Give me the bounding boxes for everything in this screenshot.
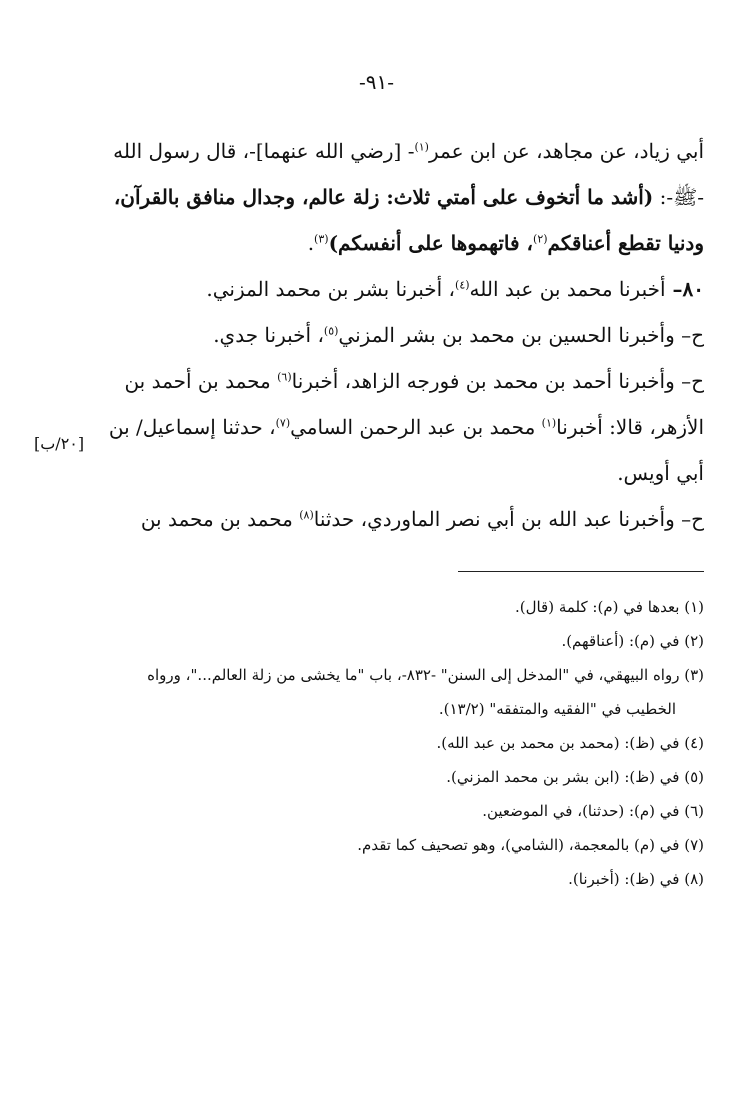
footnote-2: (٢) في (م): (أعناقهم). <box>561 632 704 650</box>
footnote-ref-1[interactable]: (١) <box>414 140 429 154</box>
footnote-3: (٣) رواه البيهقي، في "المدخل إلى السنن" -٨٣٢-، باب "ما يخشى من زلة العالم..."، ورواه <box>147 666 704 684</box>
text-segment: أبي زياد، عن مجاهد، عن ابن عمر <box>428 139 704 163</box>
footnote-ref-5[interactable]: (٥) <box>323 324 339 338</box>
text-segment: أخبرنا محمد بن عبد الله <box>469 277 666 301</box>
text-line-4 <box>118 266 704 312</box>
footnote-ref-8[interactable]: (٨) <box>299 508 314 522</box>
footnote-ref-7[interactable]: (٧) <box>275 416 291 430</box>
footnote-7: (٧) في (م) بالمعجمة، (الشامي)، وهو تصحيف كما تقدم. <box>357 836 704 854</box>
footnote-1: (١) بعدها في (م): كلمة (قال). <box>514 598 704 616</box>
text-line-6 <box>118 358 704 404</box>
text-segment: . <box>307 231 315 255</box>
footnote-ref-2[interactable]: (٢) <box>533 232 548 246</box>
text-segment: ح– وأخبرنا الحسين بن محمد بن بشر المزني <box>338 323 704 347</box>
footnote-ref-6[interactable]: (٦) <box>277 370 292 384</box>
footnote-5: (٥) في (ظ): (ابن بشر بن محمد المزني). <box>446 768 704 786</box>
text-segment: محمد بن محمد بن <box>140 507 300 531</box>
main-text <box>108 128 704 542</box>
text-line-7 <box>108 404 704 450</box>
hadith-quote: (أشد ما أتخوف على أمتي ثلاث: زلة عالم، وجدال منافق بالقرآن، <box>113 185 654 209</box>
salawat-glyph: -ﷺ-: <box>653 185 704 209</box>
text-segment: أبي أويس. <box>617 461 704 485</box>
text-line-1 <box>113 128 704 174</box>
text-line-3 <box>118 220 704 266</box>
hadith-number: ٨٠– <box>665 277 704 301</box>
text-segment: الأزهر، قالا: أخبرنا <box>556 415 704 439</box>
text-segment: ، أخبرنا بشر بن محمد المزني. <box>206 277 456 301</box>
hadith-quote: ، فاتهموها على أنفسكم) <box>328 231 534 255</box>
text-segment: محمد بن عبد الرحمن السامي <box>290 415 542 439</box>
text-line-9 <box>118 496 704 542</box>
footnote-ref-1b[interactable]: (١) <box>541 416 557 430</box>
footnote-8: (٨) في (ظ): (أخبرنا). <box>568 870 704 888</box>
footnotes <box>100 590 704 896</box>
footnote-ref-4[interactable]: (٤) <box>455 278 470 292</box>
text-segment: - [رضي الله عنهما]-، قال رسول الله <box>113 139 415 163</box>
text-line-8 <box>118 450 704 496</box>
footnote-3-continued: الخطيب في "الفقيه والمتفقه" (١٣/٢). <box>438 700 676 718</box>
text-segment: ح– وأخبرنا أحمد بن محمد بن فورجه الزاهد، أخبرنا <box>291 369 704 393</box>
page-number: -٩١- <box>358 70 394 94</box>
footnote-ref-3[interactable]: (٣) <box>314 232 329 246</box>
footnote-6: (٦) في (م): (حدثنا)، في الموضعين. <box>482 802 704 820</box>
text-segment: محمد بن أحمد بن <box>124 369 278 393</box>
footnote-4: (٤) في (ظ): (محمد بن محمد بن عبد الله). <box>436 734 704 752</box>
text-line-2 <box>113 174 704 220</box>
text-segment: ، أخبرنا جدي. <box>213 323 324 347</box>
footnote-divider <box>458 571 704 572</box>
hadith-quote: ودنيا تقطع أعناقكم <box>547 231 704 255</box>
text-line-5 <box>118 312 704 358</box>
text-segment: ، حدثنا إسماعيل/ بن <box>108 415 276 439</box>
text-segment: ح– وأخبرنا عبد الله بن أبي نصر الماوردي، حدثنا <box>313 507 704 531</box>
manuscript-folio-marker: [٢٠/ب] <box>34 434 85 453</box>
